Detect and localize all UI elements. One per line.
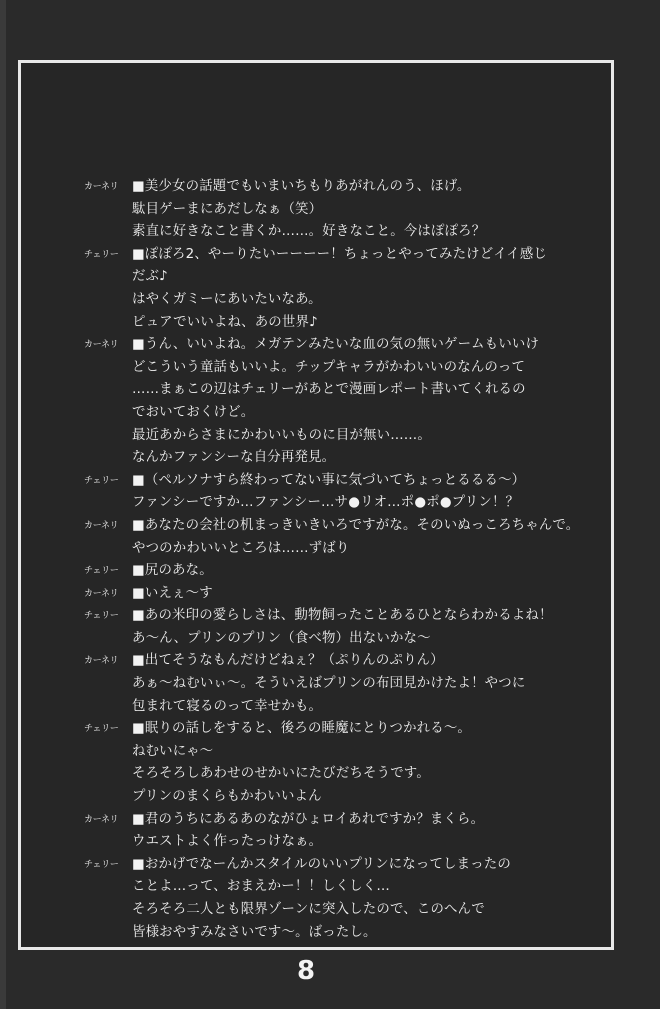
- speaker-label: カーネリ: [84, 814, 119, 825]
- dialogue-line: [84, 718, 564, 741]
- dialogue-text: ■あの米印の愛らしさは、動物飼ったことあるひとならわかるよね！: [132, 608, 553, 624]
- dialogue-text: そろそろ二人とも限界ゾーンに突入したので、このへんで: [132, 902, 485, 917]
- dialogue-text: ■美少女の話題でもいまいちもりあがれんのう、ほげ。: [132, 179, 471, 194]
- dialogue-text: ■ぽぽろ2、やーりたいーーーー！ちょっとやってみたけどイイ感じ: [132, 246, 548, 262]
- dialogue-line: [84, 538, 564, 561]
- dialogue-line: [84, 854, 564, 877]
- dialogue-text: ねむいにゃ～: [132, 743, 214, 759]
- dialogue-line: [84, 425, 564, 448]
- dialogue-line: [84, 357, 564, 380]
- dialogue-text: なんかファンシーな自分再発見。: [132, 450, 336, 466]
- dialogue-text: ■うん、いいよね。メガテンみたいな血の気の無いゲームもいいけ: [132, 337, 540, 353]
- dialogue-line: [84, 492, 564, 515]
- speaker-label: カーネリ: [84, 520, 119, 531]
- dialogue-text: ■出てそうなもんだけどねぇ？（ぷりんのぷりん）: [132, 653, 444, 669]
- dialogue-text: ■あなたの会社の机まっきいきいろですがな。そのいぬっころちゃんで。: [132, 517, 580, 533]
- dialogue-line: [84, 266, 564, 289]
- speaker-label: チェリー: [84, 859, 119, 870]
- dialogue-text: そろそろしあわせのせかいにたびだちそうです。: [132, 766, 430, 782]
- dialogue-line: [84, 470, 564, 493]
- dialogue-text: でおいておくけど。: [132, 404, 255, 420]
- dialogue-text: ウエストよく作ったっけなぁ。: [132, 834, 323, 850]
- dialogue-line: [84, 809, 564, 832]
- speaker-label: カーネリ: [84, 340, 119, 351]
- dialogue-line: [84, 922, 564, 945]
- dialogue-line: [84, 583, 564, 606]
- speaker-label: チェリー: [84, 566, 119, 577]
- dialogue-text: ■（ペルソナすら終わってない事に気づいてちょっとるるる～）: [132, 472, 526, 488]
- dialogue-text: 素直に好きなこと書くか……。好きなこと。今はぽぽろ？: [132, 224, 486, 240]
- dialogue-line: [84, 199, 564, 222]
- dialogue-line: [84, 447, 564, 470]
- dialogue-line: [84, 334, 564, 357]
- dialogue-line: [84, 650, 564, 673]
- dialogue-text: ピュアでいいよね、あの世界♪: [132, 314, 318, 330]
- dialogue-text: プリンのまくらもかわいいよん: [132, 789, 322, 805]
- dialogue-text: ■おかげでなーんかスタイルのいいプリンになってしまったの: [132, 856, 511, 872]
- page-edge: [0, 0, 6, 1009]
- dialogue-text: ■いえぇ～す: [132, 585, 213, 601]
- speaker-label: カーネリ: [84, 588, 119, 599]
- dialogue-text: 駄目ゲーまにあだしなぁ（笑）: [132, 201, 323, 217]
- dialogue-line: [84, 560, 564, 583]
- speaker-label: チェリー: [84, 724, 119, 735]
- dialogue-text: どこういう童話もいいよ。チップキャラがかわいいのなんのって: [132, 359, 526, 375]
- dialogue-text: あ～ん、プリンのプリン（食べ物）出ないかな～: [132, 630, 431, 646]
- dialogue-line: [84, 673, 564, 696]
- dialogue-line: [84, 786, 564, 809]
- dialogue-line: [84, 741, 564, 764]
- dialogue-text: 包まれて寝るのって幸せかも。: [132, 698, 323, 714]
- dialogue-text: ファンシーですか…ファンシー…サ●リオ…ポ●ポ●プリン！？: [132, 495, 520, 511]
- speaker-label: チェリー: [84, 249, 119, 260]
- dialogue-line: [84, 176, 564, 199]
- page-number: 8: [296, 956, 316, 986]
- dialogue-line: [84, 312, 564, 335]
- dialogue-line: [84, 831, 564, 854]
- dialogue-line: [84, 221, 564, 244]
- dialogue-line: [84, 402, 564, 425]
- dialogue-line: [84, 515, 580, 538]
- speaker-label: カーネリ: [84, 656, 119, 667]
- dialogue-line: [84, 605, 564, 628]
- dialogue-text: ■尻のあな。: [132, 563, 213, 579]
- dialogue-text: あぁ～ねむいぃ～。そういえばプリンの布団見かけたよ！やつに: [132, 676, 526, 692]
- dialogue-line: [84, 289, 564, 312]
- dialogue-text: やつのかわいいところは……ずばり: [132, 540, 350, 556]
- speaker-label: チェリー: [84, 475, 119, 486]
- dialogue-text: ……まぁこの辺はチェリーがあとで漫画レポート書いてくれるの: [132, 382, 526, 398]
- dialogue-line: [84, 379, 564, 402]
- dialogue-block: [84, 176, 580, 944]
- dialogue-text: 最近あからさまにかわいいものに目が無い……。: [132, 427, 431, 443]
- speaker-label: チェリー: [84, 611, 119, 622]
- dialogue-line: [84, 876, 564, 899]
- dialogue-text: だぶ♪: [132, 269, 168, 285]
- dialogue-line: [84, 763, 564, 786]
- dialogue-line: [84, 244, 564, 267]
- dialogue-line: [84, 899, 564, 922]
- dialogue-line: [84, 696, 564, 719]
- speaker-label: カーネリ: [84, 182, 119, 192]
- dialogue-text: ことよ…って、おまえかー！！しくしく…: [132, 879, 390, 895]
- dialogue-line: [84, 628, 564, 651]
- dialogue-text: ■眠りの話しをすると、後ろの睡魔にとりつかれる～。: [132, 721, 472, 737]
- dialogue-text: ■君のうちにあるあのながひょロイあれですか？まくら。: [132, 811, 485, 827]
- dialogue-text: 皆様おやすみなさいです～。ばったし。: [132, 924, 377, 940]
- dialogue-text: はやくガミーにあいたいなあ。: [132, 291, 322, 307]
